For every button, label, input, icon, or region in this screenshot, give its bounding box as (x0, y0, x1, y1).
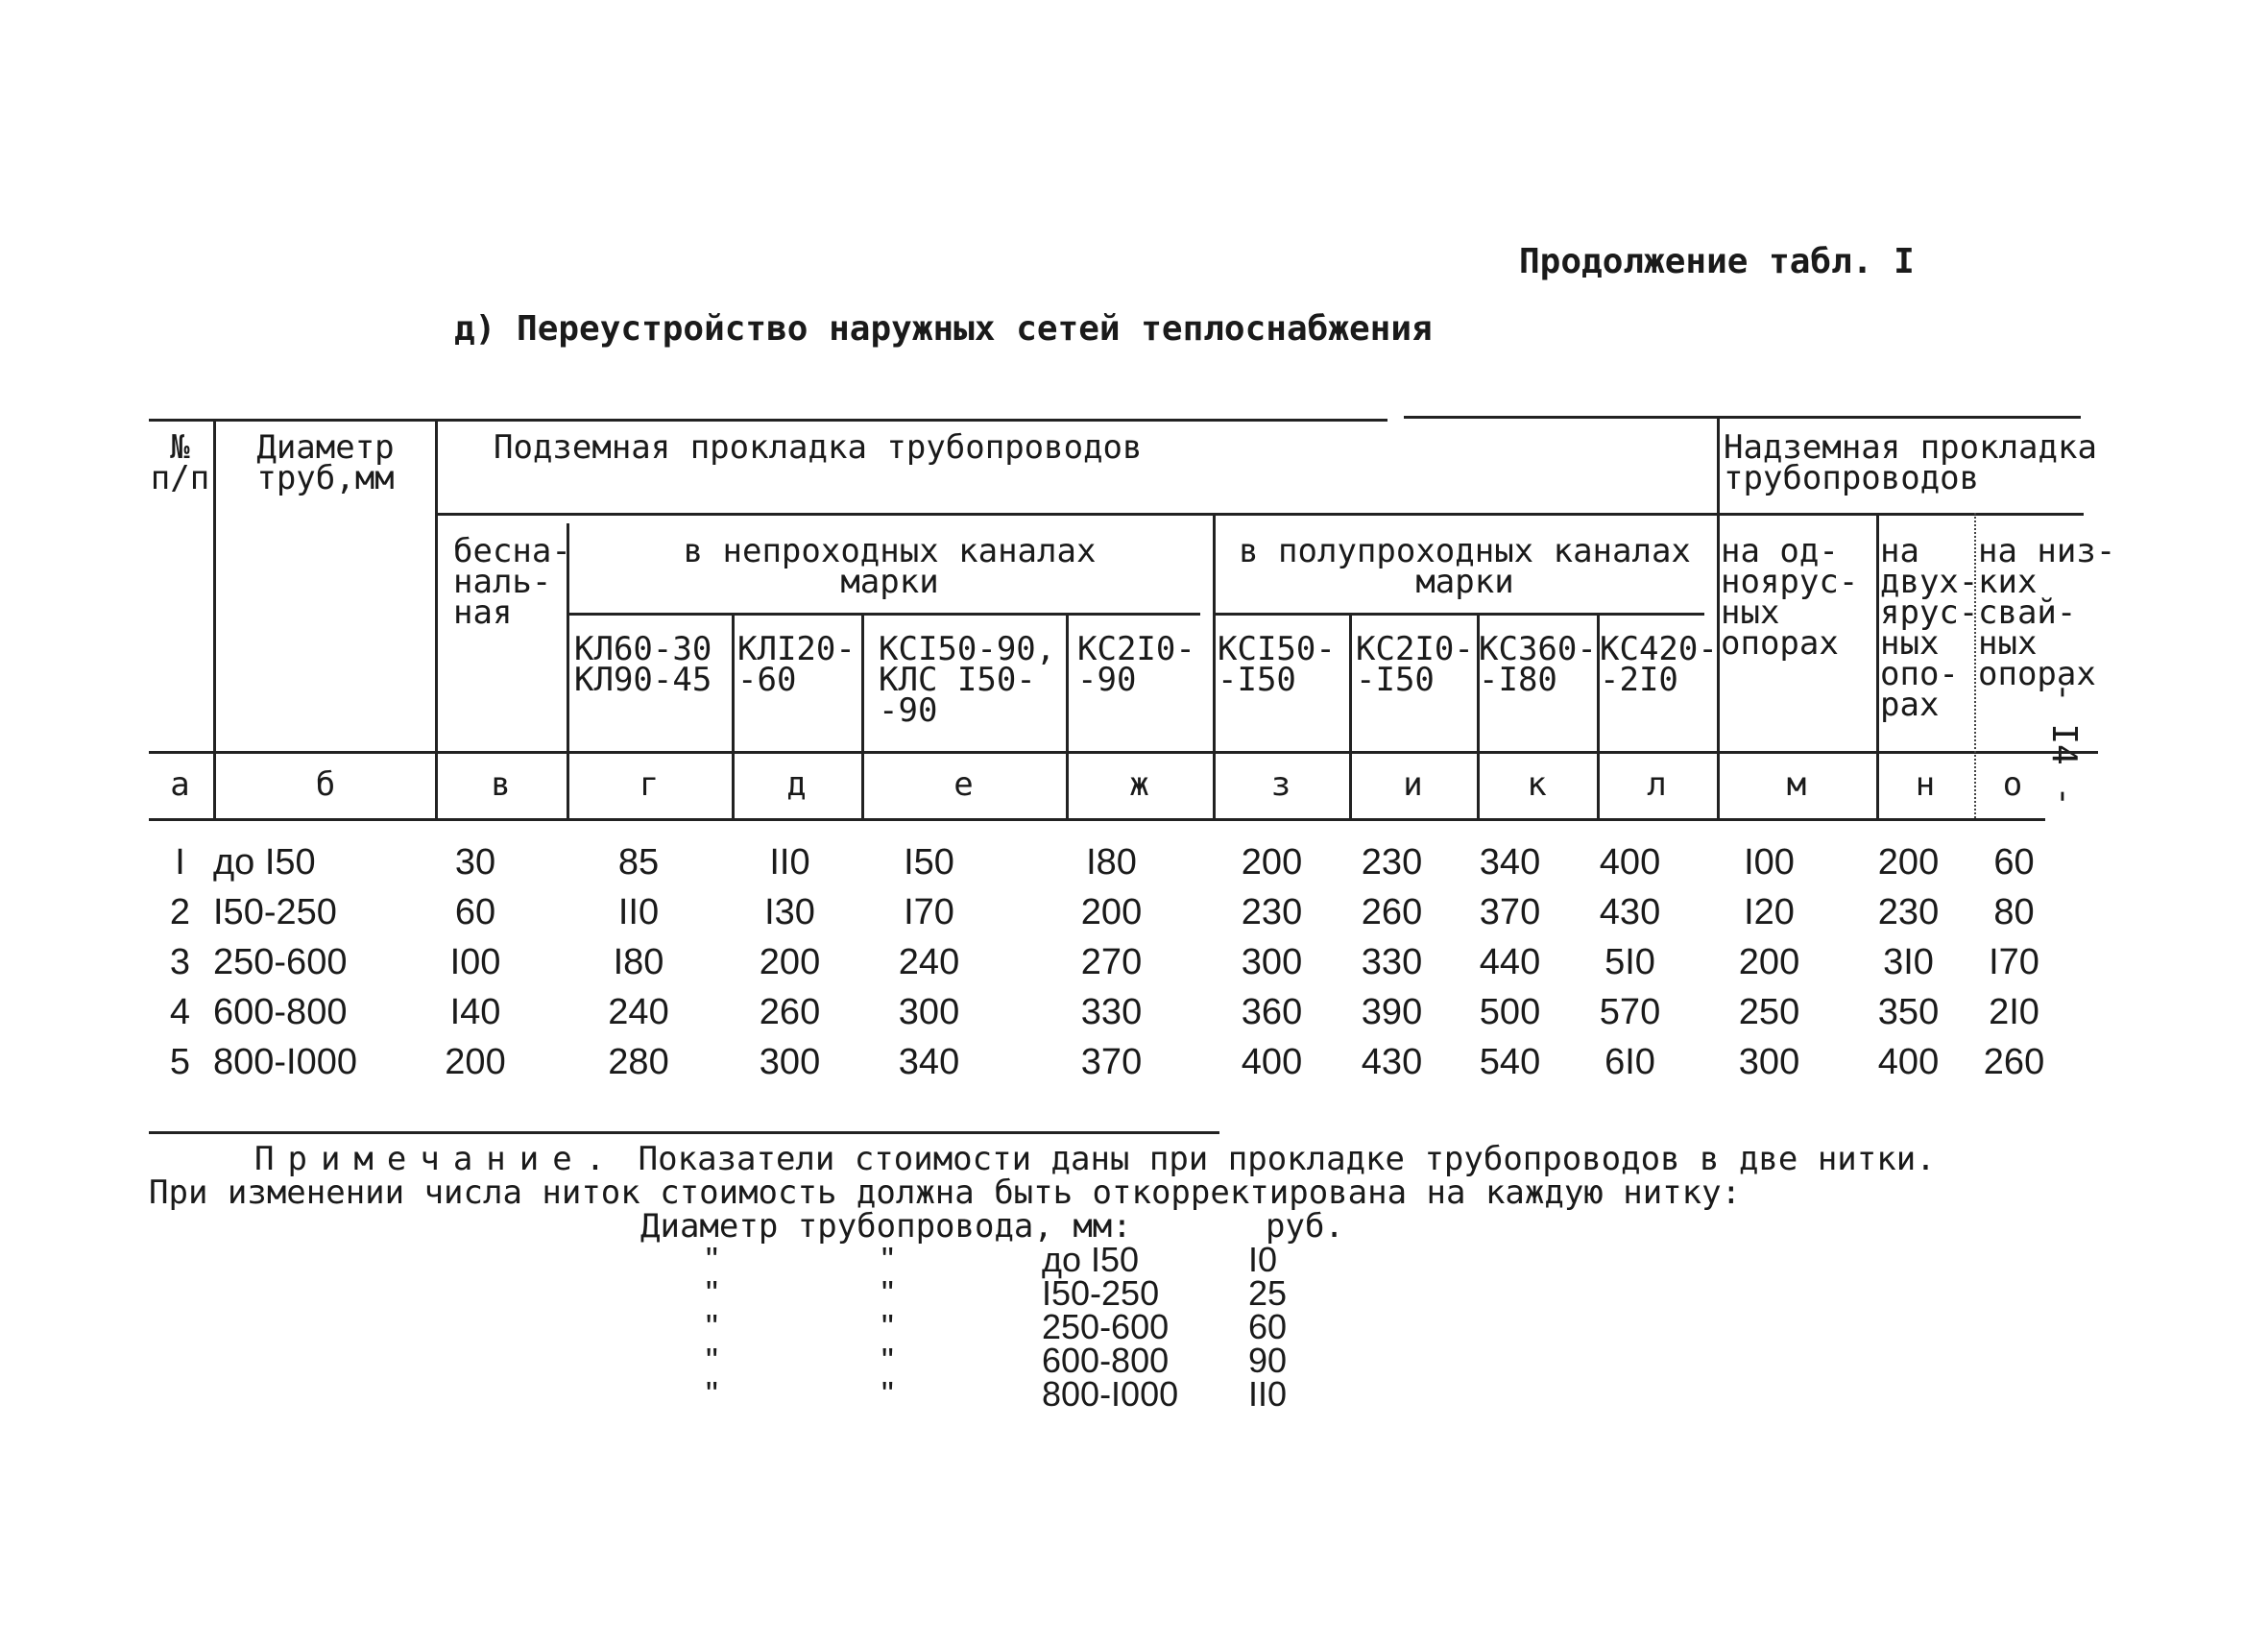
table-rule-sub (567, 613, 1200, 616)
ditto-mark: " (706, 1240, 718, 1279)
table-cell: I80 (1086, 842, 1137, 883)
table-cell: II0 (617, 892, 660, 932)
table-cell: 240 (898, 942, 960, 982)
table-cell: 230 (1361, 842, 1423, 883)
note-rule (149, 1131, 1219, 1134)
col-divider (435, 419, 438, 818)
table-cell: до I50 (213, 842, 316, 883)
note-range: I50-250 (1042, 1273, 1160, 1313)
table-rule-body (149, 818, 2045, 821)
page-number: - I4 - (2044, 682, 2084, 808)
header-ks420: КС420- -2I0 (1600, 630, 1718, 699)
table-cell: I70 (904, 892, 954, 932)
table-cell: 300 (1738, 1042, 1800, 1082)
header-underground: Подземная прокладка трубопроводов (494, 428, 1143, 467)
table-cell: 60 (454, 892, 496, 932)
table-cell: 6I0 (1604, 1042, 1655, 1082)
ditto-mark: " (881, 1341, 894, 1380)
table-cell: 260 (1361, 892, 1423, 932)
note-range: 250-600 (1042, 1307, 1170, 1346)
header-num: № п/п (150, 428, 210, 497)
table-cell: 4 (169, 992, 191, 1032)
header-channelless: бесна- наль- ная (453, 532, 571, 632)
header-ks150: КСI50-90, КЛС I50- -90 (879, 630, 1056, 730)
letter-cell: и (1403, 765, 1423, 804)
table-cell: 250 (1738, 992, 1800, 1032)
table-cell: 200 (445, 1042, 506, 1082)
note-cost: 60 (1248, 1307, 1288, 1346)
table-cell: 540 (1479, 1042, 1541, 1082)
table-cell: 230 (1241, 892, 1303, 932)
note-text: Показатели стоимости даны при прокладке трубопроводов в две нитки. (638, 1140, 1936, 1178)
header-ks360: КС360- -I80 (1479, 630, 1597, 699)
table-cell: 240 (608, 992, 669, 1032)
table-cell: 440 (1479, 942, 1541, 982)
table-cell: 400 (1241, 1042, 1303, 1082)
table-cell: 280 (608, 1042, 669, 1082)
letter-cell: б (315, 765, 336, 804)
header-aboveground: Надземная прокладка трубопроводов (1724, 428, 2097, 497)
letter-cell: д (786, 765, 807, 804)
note-range: до I50 (1042, 1240, 1140, 1279)
section-title: д) Переустройство наружных сетей теплоснабжения (454, 309, 1433, 349)
header-double-tier: на двух- ярус- ных опо- рах (1880, 532, 1979, 724)
note-range: 600-800 (1042, 1341, 1170, 1380)
table-cell: 200 (1738, 942, 1800, 982)
table-cell: 340 (898, 1042, 960, 1082)
ditto-mark: " (881, 1273, 894, 1313)
table-cell: I50 (904, 842, 954, 883)
note-cost: I0 (1248, 1240, 1278, 1279)
table-cell: 570 (1599, 992, 1661, 1032)
header-single-tier: на од- ноярус- ных опорах (1721, 532, 1859, 663)
table-cell: 800-I000 (213, 1042, 358, 1082)
table-cell: I80 (613, 942, 664, 982)
table-cell: 5 (169, 1042, 191, 1082)
table-cell: 370 (1479, 892, 1541, 932)
table-caption: Продолжение табл. I (1519, 242, 1915, 281)
header-ks210: КС2I0- -90 (1077, 630, 1195, 699)
table-cell: 430 (1599, 892, 1661, 932)
letter-cell: н (1915, 765, 1936, 804)
note-list-header-right: руб. (1266, 1207, 1344, 1246)
table-cell: 3I0 (1883, 942, 1934, 982)
table-cell: 430 (1361, 1042, 1423, 1082)
table-rule-top (149, 419, 1387, 422)
table-rule-sub (437, 513, 2084, 516)
note-line-2: При изменении числа ниток стоимость должна быть откорректирована на каждую нитку: (149, 1173, 1742, 1212)
table-rule-sub (1215, 613, 1704, 616)
letter-cell: л (1647, 765, 1667, 804)
table-cell: 3 (169, 942, 191, 982)
ditto-mark: " (881, 1240, 894, 1279)
header-semipassable: в полупроходных каналах марки (1239, 532, 1691, 601)
letter-cell: е (953, 765, 974, 804)
letter-cell: м (1786, 765, 1807, 804)
table-cell: I00 (449, 942, 501, 982)
note-list-header-left: Диаметр трубопровода, мм: (640, 1207, 1132, 1246)
table-rule-letters (149, 751, 2098, 754)
table-rule-top (1404, 416, 2081, 419)
table-cell: 330 (1361, 942, 1423, 982)
table-cell: I40 (449, 992, 501, 1032)
table-cell: 200 (1080, 892, 1143, 932)
note-line-1 (254, 1140, 1936, 1178)
note-cost: 90 (1248, 1341, 1288, 1380)
table-cell: I50-250 (213, 892, 337, 932)
table-cell: 270 (1080, 942, 1143, 982)
table-cell: I70 (1989, 942, 2039, 982)
table-cell: 330 (1080, 992, 1143, 1032)
table-cell: 260 (1983, 1042, 2045, 1082)
table-cell: 200 (759, 942, 821, 982)
table-cell: 85 (617, 842, 660, 883)
header-ks210-150: КС2I0- -I50 (1356, 630, 1474, 699)
table-cell: 230 (1877, 892, 1940, 932)
table-cell: 2I0 (1989, 992, 2039, 1032)
table-cell: 30 (454, 842, 496, 883)
table-cell: 370 (1080, 1042, 1143, 1082)
note-range: 800-I000 (1042, 1374, 1179, 1414)
letter-cell: о (2002, 765, 2023, 804)
ditto-mark: " (706, 1374, 718, 1414)
note-cost: II0 (1248, 1374, 1288, 1414)
table-cell: 60 (1993, 842, 2035, 883)
letter-cell: а (170, 765, 190, 804)
table-cell: II0 (769, 842, 810, 883)
table-cell: 600-800 (213, 992, 348, 1032)
table-cell: 360 (1241, 992, 1303, 1032)
table-cell: 350 (1877, 992, 1940, 1032)
table-cell: 400 (1599, 842, 1661, 883)
header-kl120: КЛI20- -60 (737, 630, 856, 699)
table-cell: 80 (1993, 892, 2035, 932)
ditto-mark: " (706, 1273, 718, 1313)
table-cell: 300 (759, 1042, 821, 1082)
header-low-pile: на низ- ких свай- ных опорах (1978, 532, 2116, 693)
header-diameter: Диаметр труб,мм (256, 428, 395, 497)
header-kl60: КЛ60-30 КЛ90-45 (574, 630, 712, 699)
note-cost: 25 (1248, 1273, 1288, 1313)
table-cell: 200 (1241, 842, 1303, 883)
table-cell: 390 (1361, 992, 1423, 1032)
table-cell: 340 (1479, 842, 1541, 883)
table-cell: 250-600 (213, 942, 348, 982)
ditto-mark: " (881, 1374, 894, 1414)
letter-cell: к (1527, 765, 1547, 804)
note-label: Примечание. (254, 1140, 619, 1178)
letter-cell: з (1270, 765, 1291, 804)
header-ks150-150: КСI50- -I50 (1218, 630, 1336, 699)
table-cell: 260 (759, 992, 821, 1032)
ditto-mark: " (881, 1307, 894, 1346)
table-cell: 5I0 (1604, 942, 1655, 982)
table-cell: I30 (764, 892, 815, 932)
letter-cell: г (639, 765, 660, 804)
table-cell: I (175, 842, 185, 883)
ditto-mark: " (706, 1307, 718, 1346)
table-cell: 500 (1479, 992, 1541, 1032)
table-cell: I00 (1744, 842, 1795, 883)
letter-cell: в (491, 765, 511, 804)
table-cell: 400 (1877, 1042, 1940, 1082)
col-divider (1717, 416, 1720, 818)
table-cell: I20 (1744, 892, 1795, 932)
table-cell: 2 (169, 892, 191, 932)
ditto-mark: " (706, 1341, 718, 1380)
table-cell: 300 (898, 992, 960, 1032)
header-impassable: в непроходных каналах марки (683, 532, 1097, 601)
table-cell: 300 (1241, 942, 1303, 982)
table-cell: 200 (1877, 842, 1940, 883)
letter-cell: ж (1129, 765, 1149, 804)
